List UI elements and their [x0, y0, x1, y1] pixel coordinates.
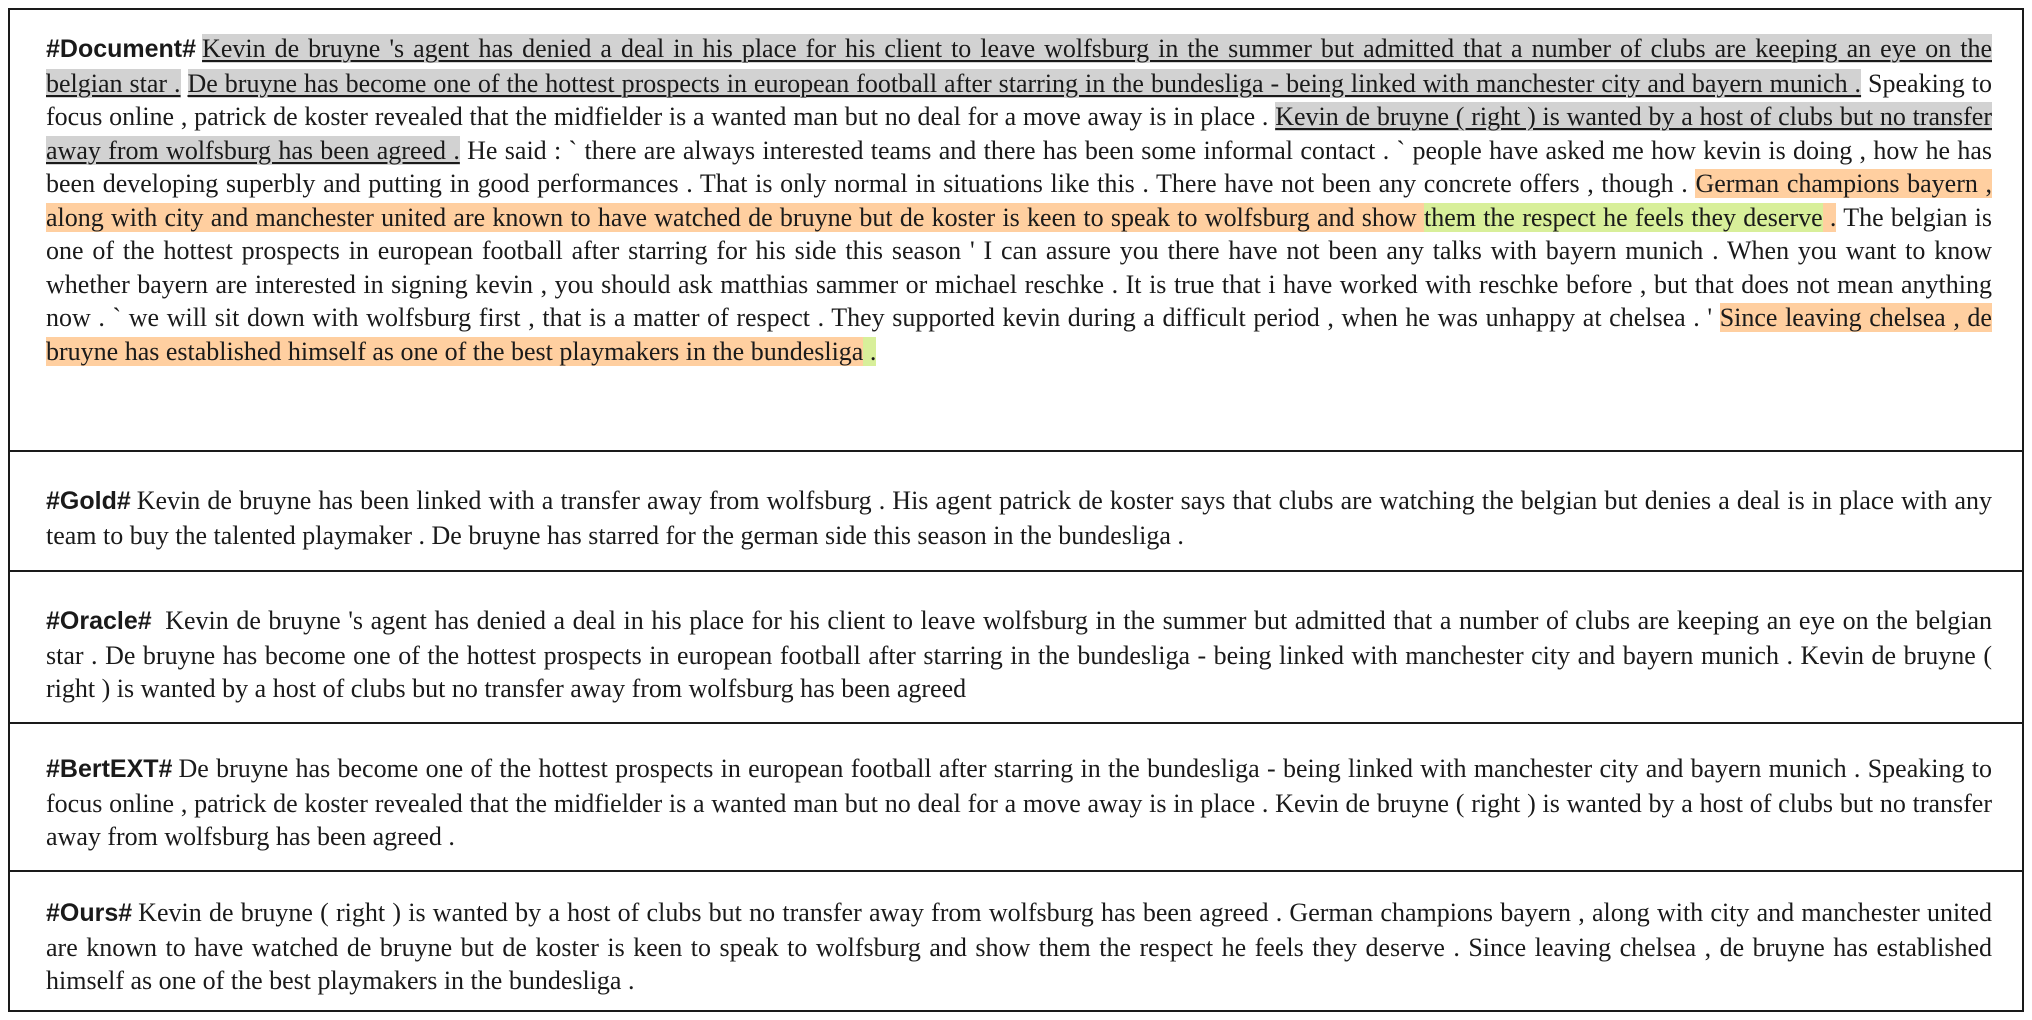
highlighted-segment-orange: Since leaving chelsea , de bruyne has established himself as one of the best playmakers in the bundesliga	[46, 303, 1992, 366]
oracle-tag: #Oracle#	[46, 607, 152, 635]
document-segment: The belgian is one of the hottest prospects in european football after starring for his side this season ' I can assure you there have not been any talks with bayern munich . When you want to know whether bayern are interested in signing kevin , you should ask matthias sammer or michael reschke . It is true that i have worked with reschke before , but that does not mean anything now . ` we will sit down with wolfsburg first , that is a matter of respect . They supported kevin during a difficult period , when he was unhappy at chelsea . '	[46, 202, 1993, 332]
gold-section	[10, 484, 2022, 552]
oracle-section	[10, 604, 2022, 706]
gold-text: Kevin de bruyne has been linked with a transfer away from wolfsburg . His agent patrick de koster says that clubs are watching the belgian but denies a deal is in place with any team to buy the talented playmaker . De bruyne has starred for the german side this season in the bundesliga .	[46, 486, 1992, 550]
divider	[10, 570, 2022, 572]
oracle-text: Kevin de bruyne 's agent has denied a deal in his place for his client to leave wolfsburg in the summer but admitted that a number of clubs are keeping an eye on the belgian star . De bruyne has become one of the hottest prospects in european football after starring in the bundesliga - being linked with manchester city and bayern munich . Kevin de bruyne ( right ) is wanted by a host of clubs but no transfer away from wolfsburg has been agreed	[46, 606, 1992, 703]
divider	[10, 722, 2022, 724]
bertext-text: De bruyne has become one of the hottest prospects in european football after starring in the bundesliga - being linked with manchester city and bayern munich . Speaking to focus online , patrick de koster revealed that the midfielder is a wanted man but no deal for a move away is in place . Kevin de bruyne ( right ) is wanted by a host of clubs but no transfer away from wolfsburg has been agreed .	[46, 754, 1992, 851]
ours-section	[10, 896, 2022, 998]
document-text	[46, 34, 1992, 366]
document-section	[10, 32, 2022, 368]
document-segment	[181, 69, 188, 98]
document-segment: Speaking to focus online , patrick de koster revealed that the midfielder is a wanted man but no deal for a move away is in place .	[46, 68, 1992, 131]
document-segment: He said : ` there are always interested teams and there has been some informal contact . ` people have asked me how kevin is doing , how he has been developing superbly and putting in good performances . That is only normal in situations like this . There have not been any concrete offers , though .	[46, 135, 1992, 198]
bertext-section	[10, 752, 2022, 854]
document-tag: #Document#	[46, 35, 197, 63]
highlighted-segment-gray: De bruyne has become one of the hottest prospects in european football after starring in the bundesliga - being linked with manchester city and bayern munich .	[187, 68, 1862, 98]
highlighted-segment-orange: German champions bayern , along with city and manchester united are known to have watched de bruyne but de koster is keen to speak to wolfsburg and show	[46, 169, 1992, 232]
divider	[10, 870, 2022, 872]
ours-tag: #Ours#	[46, 899, 133, 927]
gold-tag: #Gold#	[46, 487, 131, 515]
comparison-table	[8, 8, 2024, 1012]
highlighted-segment-green: .	[863, 336, 877, 366]
bertext-tag: #BertEXT#	[46, 755, 173, 783]
divider	[10, 450, 2022, 452]
highlighted-segment-orange: .	[1822, 202, 1837, 232]
highlighted-segment-gray: Kevin de bruyne ( right ) is wanted by a host of clubs but no transfer away from wolfsburg has been agreed .	[46, 102, 1992, 165]
ours-text: Kevin de bruyne ( right ) is wanted by a host of clubs but no transfer away from wolfsburg has been agreed . German champions bayern , along with city and manchester united are known to have watched de bruyne but de koster is keen to speak to wolfsburg and show them the respect he feels they deserve . Since leaving chelsea , de bruyne has established himself as one of the best playmakers in the bundesliga .	[46, 898, 1992, 995]
highlighted-segment-green: them the respect he feels they deserve	[1423, 202, 1823, 232]
highlighted-segment-gray: Kevin de bruyne 's agent has denied a deal in his place for his client to leave wolfsburg in the summer but admitted that a number of clubs are keeping an eye on the belgian star .	[46, 34, 1992, 98]
